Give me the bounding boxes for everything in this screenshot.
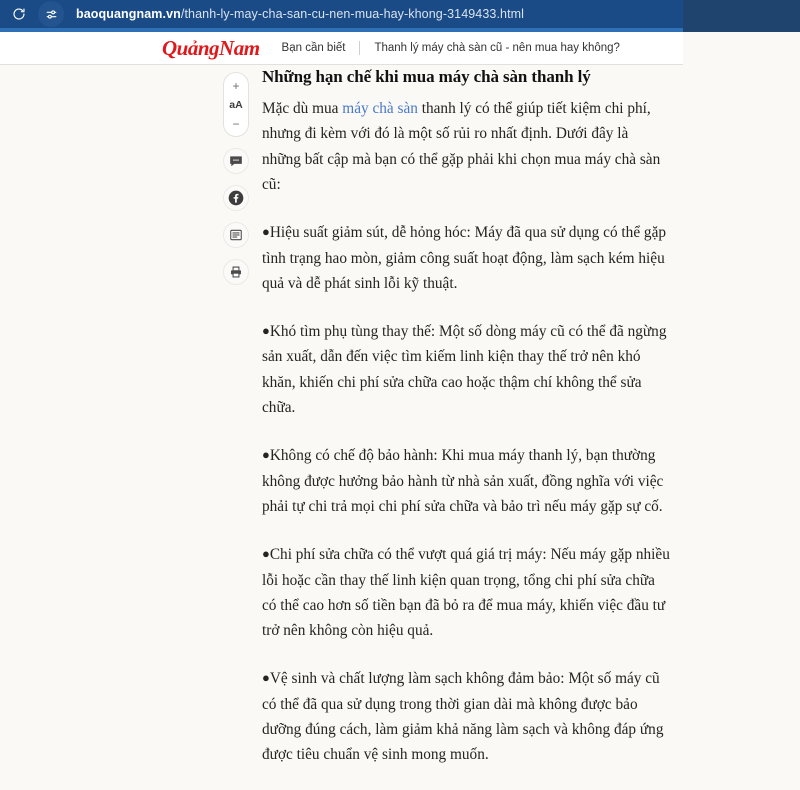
- article-intro-paragraph: [262, 96, 670, 197]
- font-increase-button[interactable]: +: [232, 78, 240, 93]
- intro-text-after-link: thanh lý có thể giúp tiết kiệm chi phí, nhưng đi kèm với đó là một số rủi ro nhất định. Dưới đây là những bất cập mà bạn có thể gặp phải khi chọn mua máy chà sàn cũ:: [262, 100, 661, 193]
- tune-sliders-icon[interactable]: [38, 1, 64, 27]
- omnibox-underline: [0, 28, 683, 32]
- bullet-text: Chi phí sửa chữa có thể vượt quá giá trị máy: Nếu máy gặp nhiều lỗi hoặc cần thay thế linh kiện quan trọng, tổng chi phí sửa chữa có thể cao hơn số tiền bạn đã bỏ ra để mua máy, khiến việc đầu tư trở nên không còn hiệu quả.: [262, 546, 670, 640]
- bullet-text: Khó tìm phụ tùng thay thế: Một số dòng máy cũ có thể đã ngừng sản xuất, dẫn đến việc tìm kiếm linh kiện thay thế trở nên khó khăn, khiến chi phí sửa chữa cao hoặc thậm chí không thể sửa chữa.: [262, 323, 667, 417]
- bullet-marker: ●: [262, 447, 270, 463]
- article-bullet-paragraph: [262, 541, 670, 643]
- font-size-control: [223, 72, 249, 137]
- site-header: [0, 32, 683, 65]
- breadcrumb-separator: [359, 41, 360, 55]
- bullet-marker: ●: [262, 224, 270, 240]
- bullet-text: Hiệu suất giảm sút, dễ hỏng hóc: Máy đã qua sử dụng có thể gặp tình trạng hao mòn, giảm công suất hoạt động, làm sạch kém hiệu quả và dễ phát sinh lỗi kỹ thuật.: [262, 224, 667, 292]
- bullet-text: Không có chế độ bảo hành: Khi mua máy thanh lý, bạn thường không được hưởng bảo hành từ nhà sản xuất, đồng nghĩa với việc phải tự chi trả mọi chi phí sửa chữa và bảo trì nếu máy gặp sự cố.: [262, 447, 664, 515]
- article-title: Những hạn chế khi mua máy chà sàn thanh lý: [262, 67, 591, 86]
- bullet-marker: ●: [262, 546, 270, 562]
- browser-chrome-right-fill: [683, 0, 800, 32]
- omnibox-row: [0, 0, 683, 28]
- font-size-label: aA: [229, 98, 243, 111]
- font-decrease-button[interactable]: −: [232, 116, 240, 131]
- breadcrumb-article: Thanh lý máy chà sàn cũ - nên mua hay không?: [374, 42, 620, 54]
- breadcrumb-section[interactable]: Bạn cần biết: [281, 42, 346, 54]
- bullet-marker: ●: [262, 323, 270, 339]
- url-host: baoquangnam.vn: [76, 7, 181, 21]
- article-bullet-paragraph: [262, 219, 670, 296]
- bullet-text: Vệ sinh và chất lượng làm sạch không đảm bảo: Một số máy cũ có thể đã qua sử dụng trong thời gian dài mà không được bảo dưỡng đúng cách, làm giảm khả năng làm sạch và không đáp ứng được tiêu chuẩn vệ sinh mong muốn.: [262, 670, 664, 764]
- inline-link-may-cha-san[interactable]: máy chà sàn: [342, 100, 418, 118]
- intro-text-before-link: Mặc dù mua: [262, 100, 343, 118]
- facebook-icon[interactable]: [223, 185, 249, 211]
- url-path: /thanh-ly-may-cha-san-cu-nen-mua-hay-khong-3149433.html: [180, 7, 525, 21]
- web-page: [0, 32, 800, 764]
- site-logo[interactable]: QuảngNam: [162, 35, 260, 60]
- breadcrumb: [282, 41, 620, 55]
- article-bullet-paragraph: [262, 442, 670, 519]
- comment-icon[interactable]: [223, 148, 249, 174]
- article-bullet-paragraph: [262, 318, 670, 420]
- article-body: [262, 66, 670, 790]
- article-bullet-paragraph: [262, 665, 670, 767]
- article-lines-icon[interactable]: [223, 222, 249, 248]
- print-icon[interactable]: [223, 259, 249, 285]
- reload-icon[interactable]: [6, 1, 32, 27]
- bullet-marker: ●: [262, 670, 270, 686]
- browser-chrome: [0, 0, 800, 30]
- url-bar-text[interactable]: [76, 7, 524, 21]
- article-tool-rail: [221, 72, 251, 285]
